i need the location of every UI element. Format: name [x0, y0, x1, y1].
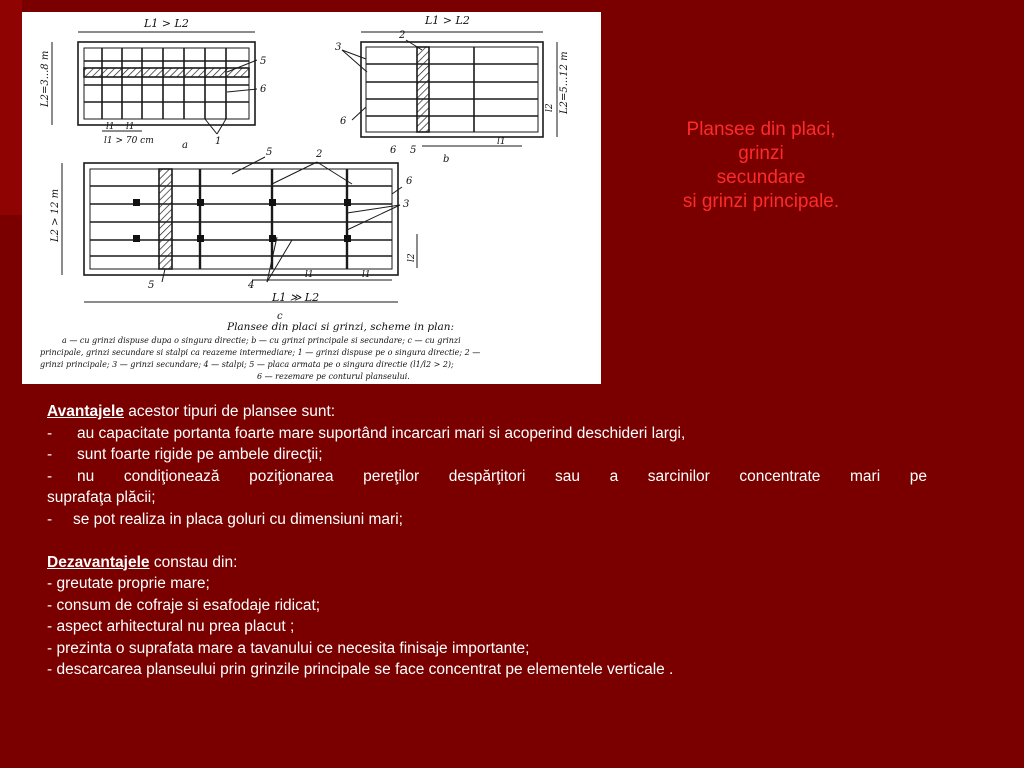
scheme-b-height-label: L2=5...12 m — [559, 51, 570, 114]
disadvantage-item: - aspect arhitectural nu prea placut ; — [47, 618, 295, 635]
scheme-c-span-label: L1 ≫ L2 — [272, 291, 320, 304]
scheme-b-span-label: L1 > L2 — [425, 14, 470, 27]
disadvantage-item: - prezinta o suprafata mare a tavanului ce necesita finisaje importante; — [47, 639, 530, 657]
scheme-b-l2-label: l2 — [545, 103, 555, 112]
floor-plan-figure — [22, 12, 601, 384]
label-6: 6 — [260, 84, 267, 95]
disadvantage-item: - greutate proprie mare; — [47, 575, 210, 592]
advantages-intro: acestor tipuri de plansee sunt: — [123, 403, 336, 420]
figure-caption-title: Plansee din placi si grinzi, scheme in plan: — [227, 321, 455, 333]
advantage-item: - sunt foarte rigide pe ambele direcţii; — [47, 446, 323, 463]
slide-body — [47, 401, 927, 681]
label-5-b: 5 — [410, 145, 417, 156]
label-5: 5 — [260, 56, 267, 67]
label-3-b: 3 — [335, 42, 342, 53]
disadvantages-heading: Dezavantajele — [47, 553, 150, 571]
advantage-item-continued: suprafaţa plăcii; — [47, 489, 156, 506]
figure-caption-line-1: a — cu grinzi dispuse dupa o singura directie; b — cu grinzi principale si secundare; c — cu grinzi — [62, 336, 461, 345]
figure-caption-line-3: grinzi principale; 3 — grinzi secundare; 4 — stalpi; 5 — placa armata pe o singura directie (l1/l2 > 2); — [40, 360, 454, 369]
advantage-item: - nu condiţionează poziţionarea pereţilor despărţitori sau a sarcinilor concentrate mari pe — [47, 467, 927, 485]
title-line: grinzi — [738, 143, 784, 164]
floor-plan-schemes — [22, 12, 601, 384]
figure-caption-line-4: 6 — rezemare pe conturul planseului. — [257, 372, 410, 381]
label-6-b: 6 — [340, 116, 347, 127]
advantage-item: - se pot realiza in placa goluri cu dimensiuni mari; — [47, 510, 403, 528]
scheme-a-span-label: L1 > L2 — [144, 17, 189, 30]
slide-title — [622, 118, 900, 214]
label-2-b: 2 — [399, 30, 406, 41]
scheme-a-l1-label: l1 — [106, 122, 115, 132]
scheme-c-l1b-label: l1 — [362, 270, 371, 280]
label-6-c: 6 — [406, 176, 413, 187]
disadvantages-intro: constau din: — [149, 553, 238, 571]
scheme-a-tag: a — [182, 140, 188, 151]
label-5-c: 5 — [266, 147, 273, 158]
advantages-heading: Avantajele — [47, 403, 124, 420]
label-4-c: 4 — [248, 280, 255, 291]
scheme-a-l1b-label: l1 — [126, 122, 135, 132]
title-line: si grinzi principale. — [682, 191, 840, 212]
figure-caption-line-2: principale, grinzi secundare si stalpi ca reazeme intermediare; 1 — grinzi dispuse pe o singura directie; 2 — — [40, 348, 481, 357]
scheme-a-min-label: l1 > 70 cm — [104, 136, 154, 146]
title-line: secundare — [716, 167, 806, 188]
scheme-c-tag: c — [277, 311, 283, 322]
scheme-a-height-label: L2=3...8 m — [40, 50, 51, 107]
scheme-a — [52, 32, 257, 134]
advantages-heading-line — [47, 401, 927, 423]
label-1: 1 — [215, 136, 222, 147]
scheme-c-l1-label: l1 — [305, 270, 314, 280]
label-2-c: 2 — [316, 149, 323, 160]
label-5-c2: 5 — [148, 280, 155, 291]
background-accent — [0, 0, 22, 215]
advantage-item: - au capacitate portanta foarte mare suportând incarcari mari si acoperind deschideri largi, — [47, 424, 686, 442]
scheme-b-l1-label: l1 — [497, 137, 506, 147]
scheme-c — [62, 157, 417, 302]
scheme-c-l2-label: l2 — [407, 253, 417, 262]
disadvantage-item: - descarcarea planseului prin grinzile principale se face concentrat pe elementele verticale . — [47, 661, 674, 678]
label-6-b2: 6 — [390, 145, 397, 156]
scheme-b — [342, 32, 557, 146]
disadvantage-item: - consum de cofraje si esafodaje ridicat; — [47, 596, 321, 614]
scheme-c-height-label: L2 > 12 m — [50, 188, 61, 242]
label-3-c: 3 — [403, 199, 410, 210]
scheme-b-tag: b — [443, 154, 450, 165]
title-line: Plansee din placi, — [686, 119, 836, 140]
disadvantages-heading-line — [47, 552, 927, 574]
